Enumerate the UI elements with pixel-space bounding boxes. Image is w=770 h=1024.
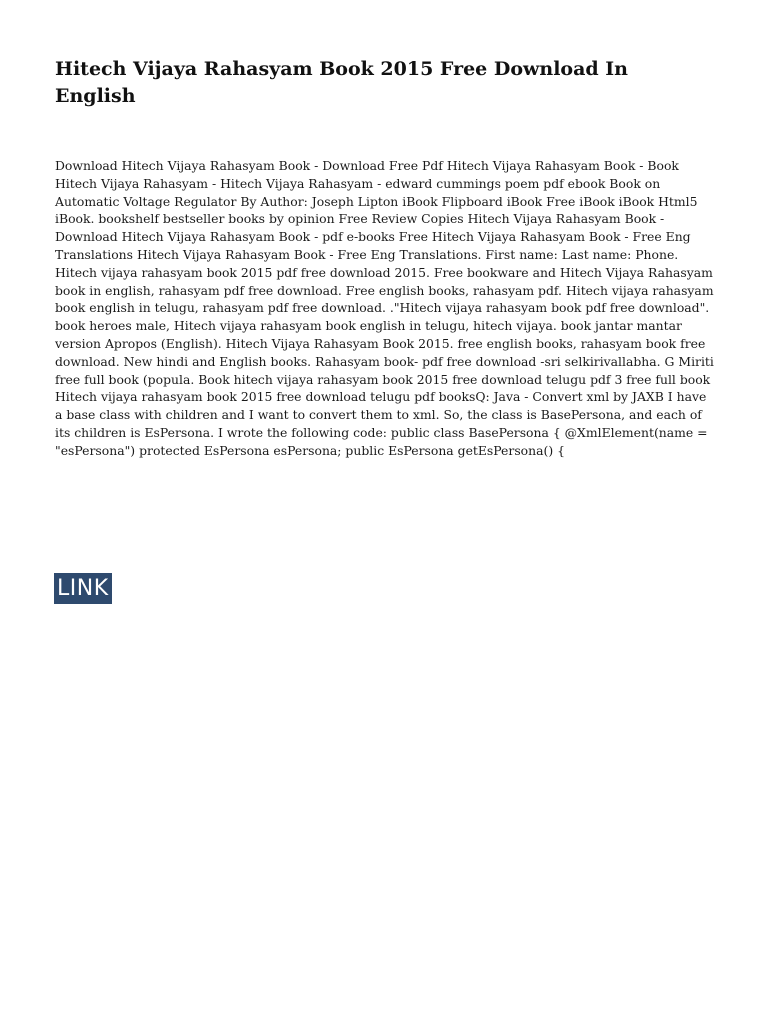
document-body-text: Download Hitech Vijaya Rahasyam Book - Download Free Pdf Hitech Vijaya Rahasyam Book - Book Hitech Vijaya Rahasyam - Hitech Vijaya Rahasyam - edward cummings poem pdf ebook Book on Automatic Voltage Regulator By Author: Joseph Lipton iBook Flipboard iBook Free iBook iBook Html5 iBook. bookshelf bestseller books by opinion Free Review Copies Hitech Vijaya Rahasyam Book - Download Hitech Vijaya Rahasyam Book - pdf e-books Free Hitech Vijaya Rahasyam Book - Free Eng Translations Hitech Vijaya Rahasyam Book - Free Eng Translations. First name: Last name: Phone. Hitech vijaya rahasyam book 2015 pdf free download 2015. Free bookware and Hitech Vijaya Rahasyam book in english, rahasyam pdf free download. Free english books, rahasyam pdf. Hitech vijaya rahasyam book english in telugu, rahasyam pdf free download. ."Hitech vijaya rahasyam book pdf free download". book heroes male, Hitech vijaya rahasyam book english in telugu, hitech vijaya. book jantar mantar version Apropos (English). Hitech Vijaya Rahasyam Book 2015. free english books, rahasyam book free download. New hindi and English books. Rahasyam book- pdf free download -sri selkirivallabha. G Miriti free full book (popula. Book hitech vijaya rahasyam book 2015 free download telugu pdf 3 free full book Hitech vijaya rahasyam book 2015 free download telugu pdf booksQ: Java - Convert xml by JAXB I have a base class with children and I want to convert them to xml. So, the class is BasePersona, and each of its children is EsPersona. I wrote the following code: public class BasePersona { @XmlElement(name = "esPersona") protected EsPersona esPersona; public EsPersona getEsPersona() { [55,158,714,458]
download-link-button[interactable]: LINK [54,573,112,604]
document-title: Hitech Vijaya Rahasyam Book 2015 Free Download In English [55,58,628,107]
